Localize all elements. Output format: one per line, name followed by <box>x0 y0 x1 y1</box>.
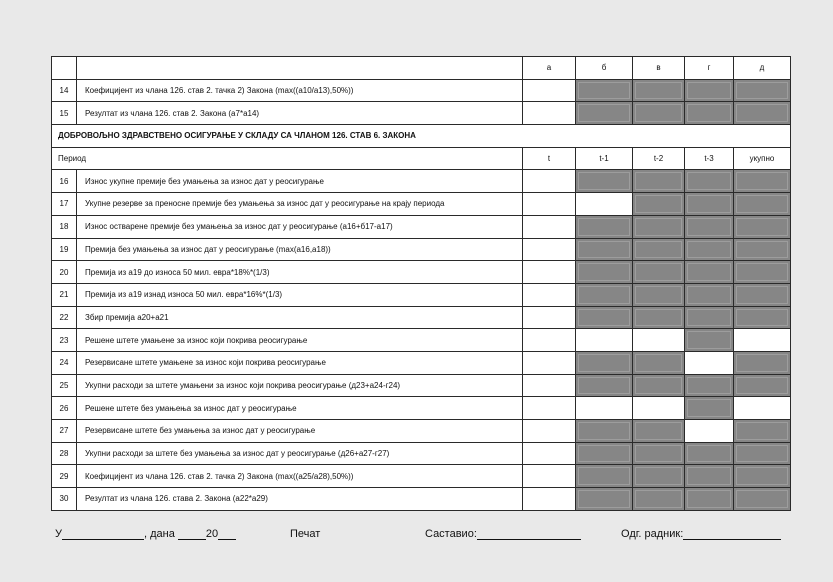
shaded-cell <box>633 261 685 284</box>
period-label: Период <box>52 147 523 170</box>
table-row <box>52 79 791 102</box>
row-description: Резултат из члана 126. став 2. Закона (а7*а14) <box>77 102 523 125</box>
shaded-cell <box>685 329 734 352</box>
shaded-cell <box>576 306 633 329</box>
shaded-cell <box>633 306 685 329</box>
header-empty-desc <box>77 57 523 80</box>
shaded-cell <box>633 465 685 488</box>
input-cell[interactable] <box>523 102 576 125</box>
shaded-cell <box>685 306 734 329</box>
table-row <box>52 351 791 374</box>
input-cell[interactable] <box>523 79 576 102</box>
input-cell[interactable] <box>523 442 576 465</box>
row-number: 24 <box>52 351 77 374</box>
header-col-d: д <box>734 57 791 80</box>
input-cell[interactable] <box>523 306 576 329</box>
row-number: 15 <box>52 102 77 125</box>
row-number: 29 <box>52 465 77 488</box>
shaded-cell <box>576 79 633 102</box>
shaded-cell <box>685 193 734 216</box>
shaded-cell <box>576 261 633 284</box>
shaded-cell <box>734 442 791 465</box>
input-cell[interactable] <box>633 397 685 420</box>
shaded-cell <box>633 102 685 125</box>
shaded-cell <box>734 193 791 216</box>
shaded-cell <box>734 283 791 306</box>
input-cell[interactable] <box>523 238 576 261</box>
shaded-cell <box>633 79 685 102</box>
shaded-cell <box>576 465 633 488</box>
row-description: Износ укупне премије без умањења за износ дат у реосигурање <box>77 170 523 193</box>
shaded-cell <box>576 283 633 306</box>
shaded-cell <box>685 170 734 193</box>
table-row <box>52 238 791 261</box>
shaded-cell <box>633 215 685 238</box>
table-row <box>52 329 791 352</box>
input-cell[interactable] <box>523 488 576 511</box>
place-prefix: У <box>55 528 62 540</box>
shaded-cell <box>633 488 685 511</box>
table-row <box>52 465 791 488</box>
table-row <box>52 397 791 420</box>
shaded-cell <box>685 374 734 397</box>
section-title: ДОБРОВОЉНО ЗДРАВСТВЕНО ОСИГУРАЊЕ У СКЛАДУ СА ЧЛАНОМ 126. СТАВ 6. ЗАКОНА <box>52 125 791 148</box>
row-description: Укупни расходи за штете без умањења за износ дат у реосигурање (д26+а27-г27) <box>77 442 523 465</box>
row-description: Решене штете умањене за износ који покрива реосигурање <box>77 329 523 352</box>
shaded-cell <box>633 238 685 261</box>
form-table <box>51 56 791 511</box>
shaded-cell <box>576 488 633 511</box>
period-t1: t-1 <box>576 147 633 170</box>
header-col-b: б <box>576 57 633 80</box>
compiled-by-field <box>425 528 581 540</box>
row-number: 27 <box>52 420 77 443</box>
input-cell[interactable] <box>523 465 576 488</box>
period-total: укупно <box>734 147 791 170</box>
table-row <box>52 283 791 306</box>
responsible-label: Одг. радник: <box>621 528 684 540</box>
shaded-cell <box>576 442 633 465</box>
row-description: Износ остварене премије без умањења за износ дат у реосигурање (а16+б17-а17) <box>77 215 523 238</box>
row-number: 17 <box>52 193 77 216</box>
input-cell[interactable] <box>523 215 576 238</box>
row-number: 21 <box>52 283 77 306</box>
column-header-row <box>52 57 791 80</box>
row-description: Укупне резерве за преносне премије без умањења за износ дат у реосигурање на крају периода <box>77 193 523 216</box>
shaded-cell <box>685 397 734 420</box>
header-col-a: а <box>523 57 576 80</box>
shaded-cell <box>734 374 791 397</box>
input-cell[interactable] <box>523 374 576 397</box>
shaded-cell <box>734 79 791 102</box>
signature-footer <box>0 528 833 544</box>
row-description: Коефицијент из члана 126. став 2. тачка 2) Закона (max((а25/а28),50%)) <box>77 465 523 488</box>
shaded-cell <box>734 215 791 238</box>
shaded-cell <box>633 170 685 193</box>
table-row <box>52 488 791 511</box>
row-number: 26 <box>52 397 77 420</box>
shaded-cell <box>633 442 685 465</box>
input-cell[interactable] <box>523 397 576 420</box>
shaded-cell <box>685 102 734 125</box>
shaded-cell <box>734 351 791 374</box>
shaded-cell <box>576 374 633 397</box>
header-col-g: г <box>685 57 734 80</box>
row-number: 20 <box>52 261 77 284</box>
input-cell[interactable] <box>576 193 633 216</box>
shaded-cell <box>734 102 791 125</box>
input-cell[interactable] <box>576 329 633 352</box>
table-row <box>52 306 791 329</box>
table-row <box>52 215 791 238</box>
shaded-cell <box>685 442 734 465</box>
input-cell[interactable] <box>734 397 791 420</box>
period-t3: t-3 <box>685 147 734 170</box>
shaded-cell <box>685 79 734 102</box>
year-label: 20 <box>205 528 219 540</box>
place-blank[interactable] <box>62 528 144 540</box>
period-t2: t-2 <box>633 147 685 170</box>
shaded-cell <box>576 215 633 238</box>
shaded-cell <box>734 238 791 261</box>
input-cell[interactable] <box>523 170 576 193</box>
input-cell[interactable] <box>523 351 576 374</box>
shaded-cell <box>576 238 633 261</box>
shaded-cell <box>633 351 685 374</box>
shaded-cell <box>734 420 791 443</box>
input-cell[interactable] <box>685 420 734 443</box>
place-date-field <box>55 528 236 540</box>
input-cell[interactable] <box>523 329 576 352</box>
period-row <box>52 147 791 170</box>
header-col-v: в <box>633 57 685 80</box>
shaded-cell <box>633 374 685 397</box>
shaded-cell <box>685 465 734 488</box>
row-description: Премија из а19 до износа 50 мил. евра*18%*(1/3) <box>77 261 523 284</box>
input-cell[interactable] <box>523 193 576 216</box>
input-cell[interactable] <box>734 329 791 352</box>
row-description: Резервисане штете без умањења за износ дат у реосигурање <box>77 420 523 443</box>
row-description: Укупни расходи за штете умањени за износ који покрива реосигурање (д23+а24-г24) <box>77 374 523 397</box>
responsible-blank[interactable] <box>683 528 781 540</box>
shaded-cell <box>576 102 633 125</box>
responsible-field <box>621 528 781 540</box>
row-number: 14 <box>52 79 77 102</box>
compiled-blank[interactable] <box>477 528 581 540</box>
shaded-cell <box>734 488 791 511</box>
row-description: Збир премија а20+а21 <box>77 306 523 329</box>
section-title-row <box>52 125 791 148</box>
stamp-label: Печат <box>290 528 321 540</box>
row-description: Премија без умањења за износ дат у реосигурање (max(а16,а18)) <box>77 238 523 261</box>
row-description: Резервисане штете умањене за износ који покрива реосигурање <box>77 351 523 374</box>
row-number: 28 <box>52 442 77 465</box>
shaded-cell <box>734 306 791 329</box>
row-number: 23 <box>52 329 77 352</box>
row-description: Коефицијент из члана 126. став 2. тачка 2) Закона (max((а10/а13),50%)) <box>77 79 523 102</box>
row-number: 18 <box>52 215 77 238</box>
shaded-cell <box>734 261 791 284</box>
table-row <box>52 374 791 397</box>
row-description: Премија из а19 изнад износа 50 мил. евра*16%*(1/3) <box>77 283 523 306</box>
input-cell[interactable] <box>685 351 734 374</box>
row-number: 22 <box>52 306 77 329</box>
header-empty-num <box>52 57 77 80</box>
input-cell[interactable] <box>576 397 633 420</box>
row-number: 25 <box>52 374 77 397</box>
year-blank[interactable] <box>218 528 236 540</box>
row-description: Решене штете без умањења за износ дат у реосигурање <box>77 397 523 420</box>
table-row <box>52 420 791 443</box>
date-blank[interactable] <box>178 528 206 540</box>
shaded-cell <box>576 170 633 193</box>
input-cell[interactable] <box>523 420 576 443</box>
input-cell[interactable] <box>523 261 576 284</box>
shaded-cell <box>685 488 734 511</box>
input-cell[interactable] <box>523 283 576 306</box>
table-row <box>52 261 791 284</box>
shaded-cell <box>734 170 791 193</box>
shaded-cell <box>576 420 633 443</box>
compiled-label: Саставио: <box>425 528 477 540</box>
table-row <box>52 170 791 193</box>
input-cell[interactable] <box>633 329 685 352</box>
table-row <box>52 442 791 465</box>
shaded-cell <box>685 283 734 306</box>
shaded-cell <box>685 215 734 238</box>
shaded-cell <box>685 238 734 261</box>
period-t: t <box>523 147 576 170</box>
table-row <box>52 102 791 125</box>
date-label: , дана <box>144 528 175 540</box>
shaded-cell <box>576 351 633 374</box>
shaded-cell <box>633 193 685 216</box>
shaded-cell <box>685 261 734 284</box>
row-number: 16 <box>52 170 77 193</box>
shaded-cell <box>633 283 685 306</box>
row-description: Резултат из члана 126. става 2. Закона (а22*а29) <box>77 488 523 511</box>
shaded-cell <box>734 465 791 488</box>
table-row <box>52 193 791 216</box>
row-number: 30 <box>52 488 77 511</box>
shaded-cell <box>633 420 685 443</box>
row-number: 19 <box>52 238 77 261</box>
